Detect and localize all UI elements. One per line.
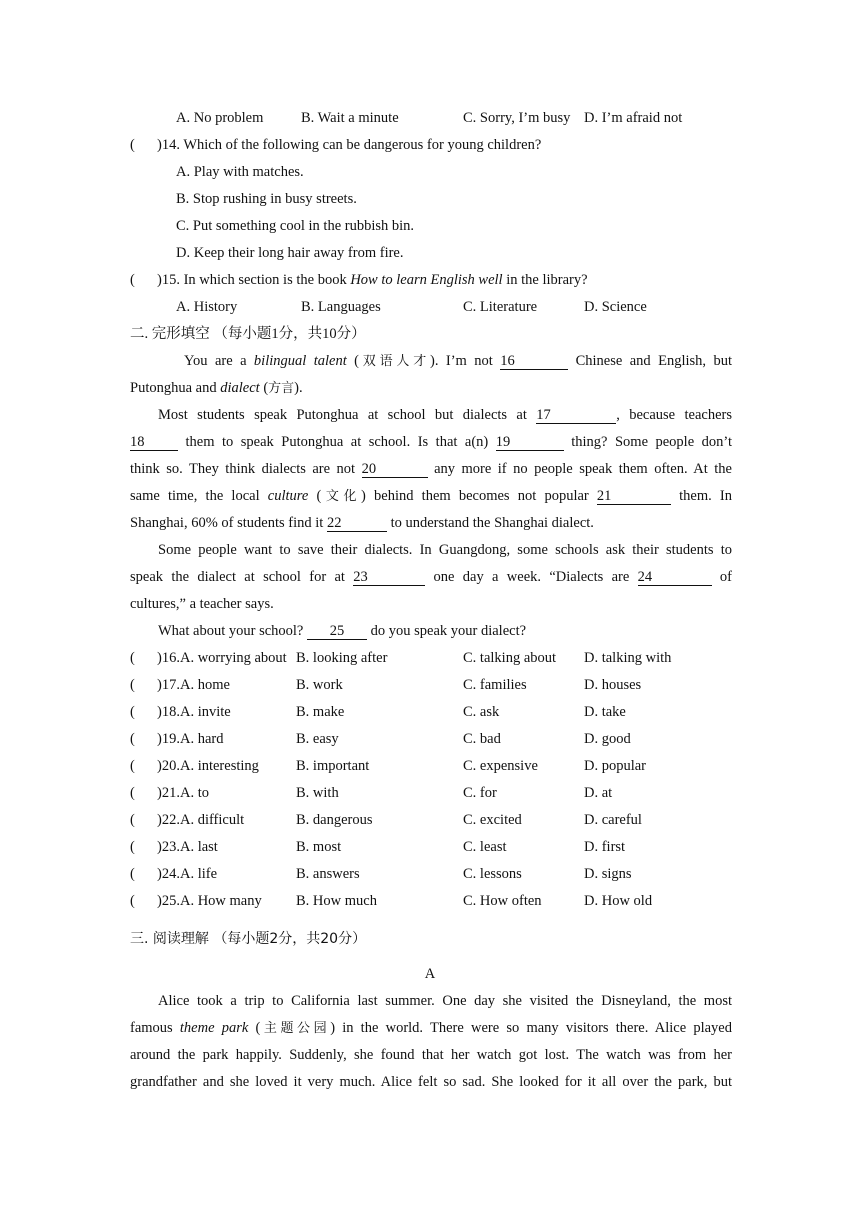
reading-line-4: grandfather and she loved it very much. Alice felt so sad. She looked for it all over the park, but: [130, 1074, 732, 1090]
q16-option-d: D. talking with: [584, 650, 672, 666]
q25-option-a: )25.A. How many: [157, 893, 262, 909]
cloze-line-5: think so. They think dialects are not 20 any more if no people speak them often. At the: [130, 461, 732, 477]
q13-option-a: A. No problem: [176, 110, 264, 126]
q16-option-c: C. talking about: [463, 650, 557, 666]
q14-option-a: A. Play with matches.: [176, 164, 304, 180]
cloze-line-11: What about your school? 25 do you speak your dialect?: [158, 623, 527, 639]
q21-option-c: C. for: [463, 785, 497, 801]
q14-option-d: D. Keep their long hair away from fire.: [176, 245, 404, 261]
q16-paren: (: [130, 650, 135, 666]
q14-option-b: B. Stop rushing in busy streets.: [176, 191, 357, 207]
blank-16: 16: [500, 353, 568, 370]
q22-paren: (: [130, 812, 135, 828]
q23-paren: (: [130, 839, 135, 855]
q15-option-d: D. Science: [584, 299, 647, 315]
q14-paren-open: (: [130, 137, 135, 153]
q19-option-a: )19.A. hard: [157, 731, 224, 747]
q25-option-b: B. How much: [296, 893, 377, 909]
q17-option-c: C. families: [463, 677, 527, 693]
q18-option-c: C. ask: [463, 704, 500, 720]
q19-option-d: D. good: [584, 731, 631, 747]
blank-18: 18: [130, 434, 178, 451]
q24-option-c: C. lessons: [463, 866, 522, 882]
q18-option-d: D. take: [584, 704, 626, 720]
q25-paren: (: [130, 893, 135, 909]
q20-option-d: D. popular: [584, 758, 647, 774]
blank-22: 22: [327, 515, 387, 532]
q23-option-a: )23.A. last: [157, 839, 218, 855]
blank-25: 25: [307, 623, 367, 640]
cloze-line-4: 18 them to speak Putonghua at school. Is that a(n) 19 thing? Some people don’t: [130, 434, 732, 450]
blank-20: 20: [362, 461, 428, 478]
q23-option-c: C. least: [463, 839, 507, 855]
blank-24: 24: [638, 569, 712, 586]
q22-option-b: B. dangerous: [296, 812, 373, 828]
q21-option-d: D. at: [584, 785, 613, 801]
q24-option-d: D. signs: [584, 866, 632, 882]
reading-line-2: famous theme park (主题公园) in the world. There were so many visitors there. Alice played: [130, 1020, 732, 1036]
q25-option-c: C. How often: [463, 893, 542, 909]
q24-paren: (: [130, 866, 135, 882]
cloze-line-8: Some people want to save their dialects. In Guangdong, some schools ask their students to: [158, 542, 732, 558]
q15-option-b: B. Languages: [301, 299, 381, 315]
q14-stem: )14. Which of the following can be dangerous for young children?: [157, 137, 542, 153]
blank-21: 21: [597, 488, 671, 505]
q23-option-b: B. most: [296, 839, 342, 855]
q25-option-d: D. How old: [584, 893, 653, 909]
q21-option-b: B. with: [296, 785, 339, 801]
q17-option-b: B. work: [296, 677, 343, 693]
q21-paren: (: [130, 785, 135, 801]
section-2-heading: 二. 完形填空 （每小题1分，共10分）: [130, 326, 366, 342]
q20-option-b: B. important: [296, 758, 370, 774]
q16-option-b: B. looking after: [296, 650, 388, 666]
q15-paren-open: (: [130, 272, 135, 288]
q17-option-a: )17.A. home: [157, 677, 230, 693]
q20-option-a: )20.A. interesting: [157, 758, 259, 774]
q24-option-a: )24.A. life: [157, 866, 218, 882]
q17-option-d: D. houses: [584, 677, 642, 693]
q23-option-d: D. first: [584, 839, 626, 855]
q18-option-a: )18.A. invite: [157, 704, 231, 720]
reading-line-3: around the park happily. Suddenly, she found that her watch got lost. The watch was from her: [130, 1047, 732, 1063]
q17-paren: (: [130, 677, 135, 693]
q22-option-d: D. careful: [584, 812, 642, 828]
cloze-line-9: speak the dialect at school for at 23 one day a week. “Dialects are 24 of: [130, 569, 732, 585]
cloze-line-1: You are a bilingual talent (双语人才). I’m not 16 Chinese and English, but: [184, 353, 732, 369]
cloze-line-6: same time, the local culture (文化) behind them becomes not popular 21 them. In: [130, 488, 732, 504]
q14-option-c: C. Put something cool in the rubbish bin.: [176, 218, 415, 234]
q18-paren: (: [130, 704, 135, 720]
cloze-line-3: Most students speak Putonghua at school but dialects at 17 , because teachers: [158, 407, 732, 423]
q13-option-b: B. Wait a minute: [301, 110, 399, 126]
q21-option-a: )21.A. to: [157, 785, 209, 801]
q22-option-a: )22.A. difficult: [157, 812, 245, 828]
q22-option-c: C. excited: [463, 812, 522, 828]
q15-option-a: A. History: [176, 299, 238, 315]
cloze-line-10: cultures,” a teacher says.: [130, 596, 274, 612]
section-3-heading: 三. 阅读理解 （每小题2分，共20分）: [130, 931, 367, 947]
blank-23: 23: [353, 569, 425, 586]
q20-paren: (: [130, 758, 135, 774]
blank-19: 19: [496, 434, 564, 451]
q15-option-c: C. Literature: [463, 299, 538, 315]
q15-stem: )15. In which section is the book How to learn English well in the library?: [157, 272, 588, 288]
q24-option-b: B. answers: [296, 866, 360, 882]
cloze-line-7: Shanghai, 60% of students find it 22 to understand the Shanghai dialect.: [130, 515, 594, 531]
cloze-line-2: Putonghua and dialect (方言).: [130, 380, 303, 396]
q18-option-b: B. make: [296, 704, 345, 720]
passage-label: A: [424, 966, 436, 982]
q16-option-a: )16.A. worrying about: [157, 650, 287, 666]
blank-17: 17: [536, 407, 616, 424]
q19-option-b: B. easy: [296, 731, 339, 747]
q20-option-c: C. expensive: [463, 758, 538, 774]
q19-option-c: C. bad: [463, 731, 501, 747]
q13-option-d: D. I’m afraid not: [584, 110, 683, 126]
q19-paren: (: [130, 731, 135, 747]
reading-line-1: Alice took a trip to California last summer. One day she visited the Disneyland, the most: [158, 993, 732, 1009]
q13-option-c: C. Sorry, I’m busy: [463, 110, 571, 126]
